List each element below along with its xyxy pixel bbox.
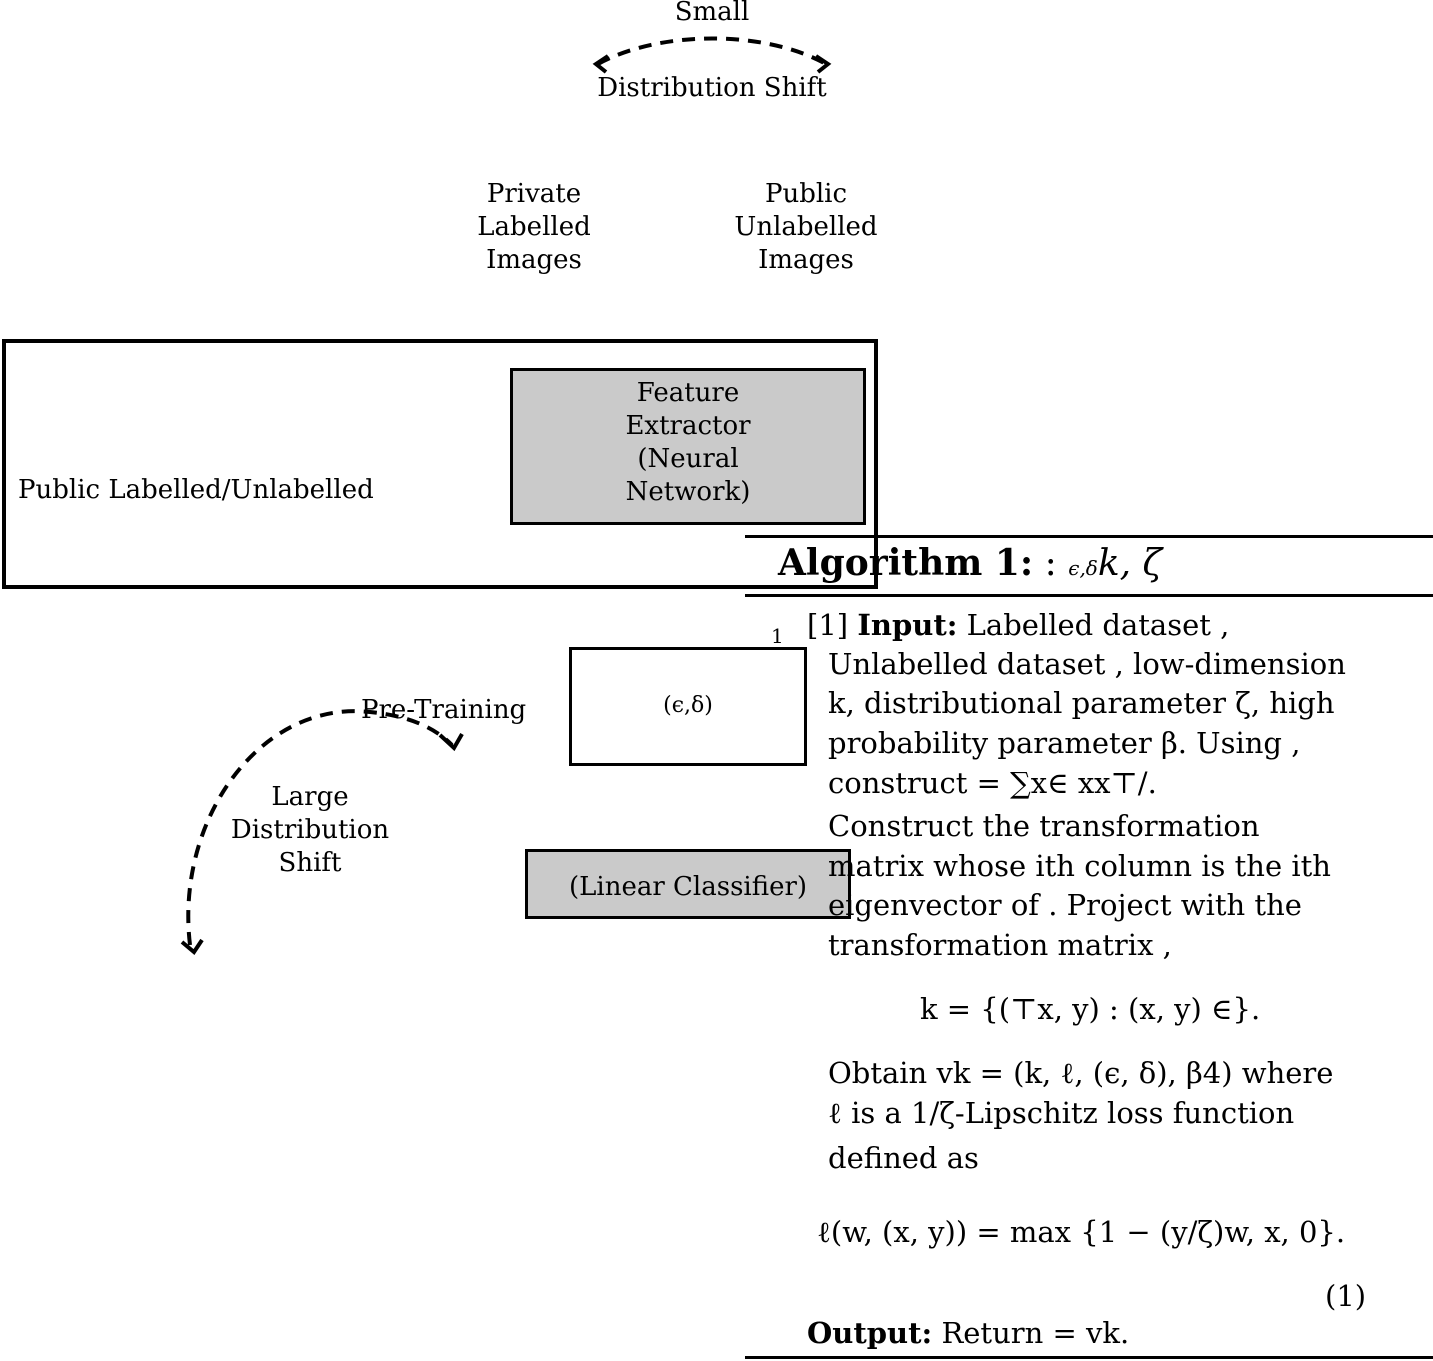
algo-line-5: Construct the transformation — [828, 809, 1260, 843]
large-shift-arrowhead-top — [440, 734, 462, 748]
small-shift-label-bottom: Distribution Shift — [597, 73, 827, 103]
large-line-1: Large — [271, 782, 349, 812]
algorithm-title-colon: : — [1044, 543, 1057, 584]
small-shift-label-top: Small — [674, 0, 750, 27]
fe-line-4: Network) — [625, 477, 751, 507]
output-text: Return = vk. — [941, 1316, 1130, 1350]
obtain-line-1: ℓ is a 1/ζ-Lipschitz loss function — [828, 1096, 1295, 1130]
private-line-3: Images — [486, 245, 582, 275]
algo-line-4: construct = ∑x∈ xx⊤/. — [828, 766, 1157, 800]
public-line-1: Public — [764, 179, 848, 209]
private-line-1: Private — [486, 179, 582, 209]
output-line — [807, 1314, 1129, 1353]
large-line-2: Distribution — [230, 815, 390, 845]
obtain-line-2: defined as — [828, 1141, 979, 1175]
large-shift-arrow — [188, 711, 452, 945]
fe-line-2: Extractor — [625, 411, 751, 441]
input-line — [807, 606, 1229, 645]
algo-line-8: transformation matrix , — [828, 928, 1172, 962]
public-line-3: Images — [758, 245, 854, 275]
algorithm-block — [745, 535, 1433, 1361]
algorithm-title-math: k, ζ — [1097, 543, 1163, 584]
algorithm-mid-rule — [745, 594, 1433, 597]
pretraining-label: Pre-Training — [361, 695, 527, 725]
algo-line-6: matrix whose ith column is the ith — [828, 849, 1331, 883]
large-line-3: Shift — [278, 848, 342, 878]
large-shift-arrowhead-bottom — [182, 940, 202, 952]
algo-line-3: probability parameter β. Using , — [828, 726, 1301, 760]
input-text-0: Labelled dataset , — [966, 608, 1230, 642]
algorithm-top-rule — [745, 535, 1433, 538]
line-number: 1 — [771, 624, 784, 648]
step-marker: [1] — [807, 608, 849, 642]
algo-line-2: k, distributional parameter ζ, high — [828, 686, 1335, 720]
fe-line-1: Feature — [636, 378, 740, 408]
fe-line-3: (Neural — [637, 444, 739, 474]
dp-box-label: (ϵ,δ) — [663, 693, 713, 718]
algorithm-title-subscript: ϵ,δ — [1068, 556, 1098, 580]
input-label: Input: — [857, 608, 958, 642]
equation-number: (1) — [1325, 1279, 1367, 1313]
obtain-line-0: Obtain vk = (k, ℓ, (ϵ, δ), β4) where — [828, 1056, 1334, 1090]
public-line-2: Unlabelled — [734, 212, 878, 242]
linear-classifier-label: (Linear Classifier) — [568, 872, 808, 902]
projection-equation: k = {(⊤x, y) : (x, y) ∈}. — [920, 992, 1261, 1026]
algorithm-title — [778, 541, 1162, 590]
public-box-label: Public Labelled/Unlabelled — [18, 475, 374, 505]
algo-line-7: eigenvector of . Project with the — [828, 888, 1302, 922]
small-shift-arrow — [598, 39, 826, 65]
output-label: Output: — [807, 1316, 933, 1350]
loss-equation: ℓ(w, (x, y)) = max {1 − (y/ζ)w, x, 0}. — [817, 1215, 1346, 1249]
private-line-2: Labelled — [477, 212, 591, 242]
algorithm-title-bold: Algorithm 1: — [778, 542, 1034, 584]
algo-line-1: Unlabelled dataset , low-dimension — [828, 647, 1346, 681]
algorithm-bottom-rule — [745, 1356, 1433, 1359]
